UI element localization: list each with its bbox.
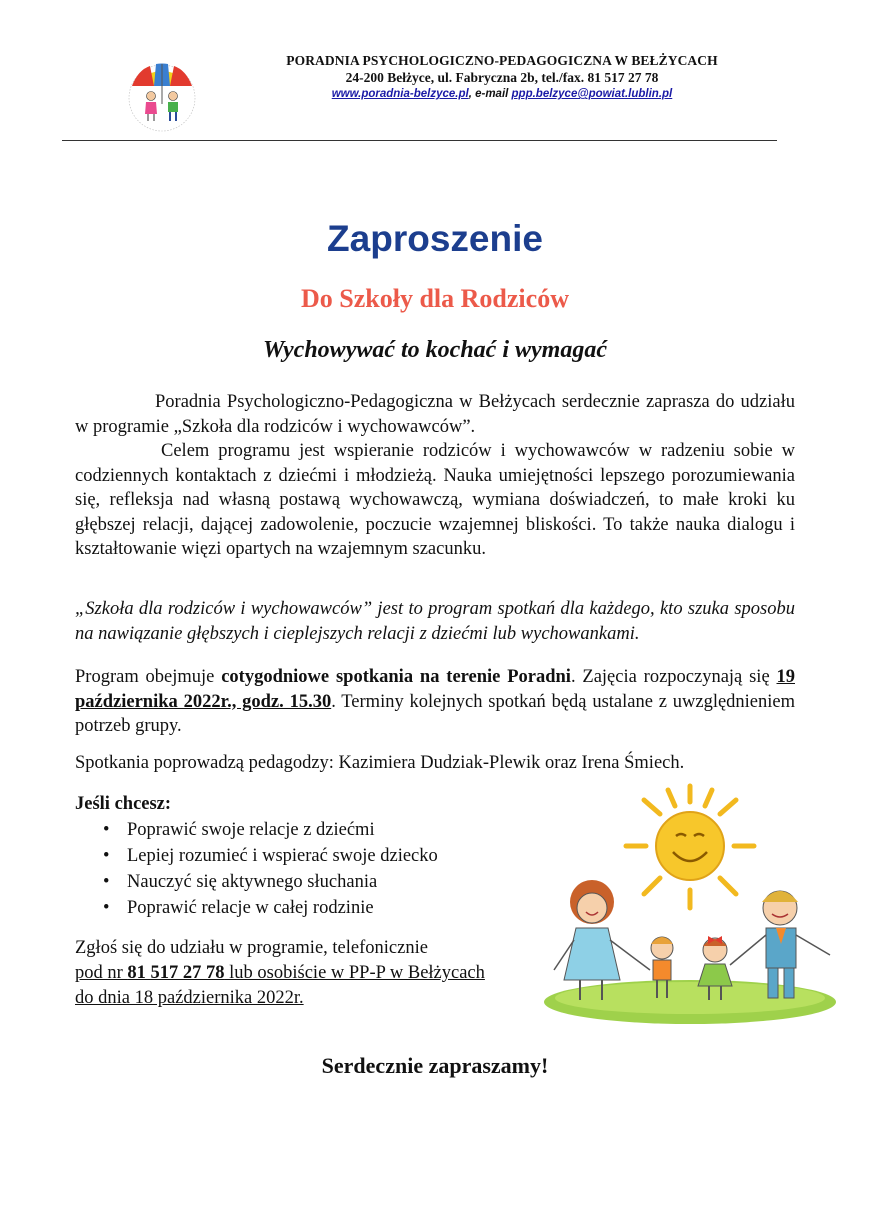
program-quote: „Szkoła dla rodziców i wychowawców” jest to program spotkań dla każdego, kto szuka sposobu na nawiązanie głębszych i cieplejszych relacji z dziećmi lub wychowankami. bbox=[75, 599, 795, 644]
intro-paragraph-2: Celem programu jest wspieranie rodziców i wychowawców w radzeniu sobie w codziennych kontaktach z dziećmi i młodzieżą. Nauka umiejętności lepszego porozumiewania się, refleksja nad własną postawą wychowawczą, wymiana doświadczeń, to małe kroki ku głębszej relacji, dającej zadowolenie, poczucie wzajemnej bliskości. To także nauka dialogu i kształtowanie więzi opartych na wzajemnym szacunku. bbox=[75, 441, 795, 559]
wish-list-heading: Jeśli chcesz: bbox=[75, 794, 172, 814]
sun-family-illustration bbox=[540, 780, 840, 1030]
phone-number: 81 517 27 78 bbox=[127, 963, 225, 983]
start-date: 19 października 2022r., godz. 15.30 bbox=[75, 667, 795, 712]
list-item: • Nauczyć się aktywnego słuchania bbox=[127, 869, 438, 895]
program-details: Program obejmuje cotygodniowe spotkania na terenie Poradni. Zajęcia rozpoczynają się 19 października 2022r., godz. 15.30. Terminy kolejnych spotkań będą ustalane z uwzględnieniem potrzeb grupy. bbox=[75, 667, 796, 736]
wish-list-section bbox=[75, 791, 438, 921]
list-item: • Lepiej rozumieć i wspierać swoje dziecko bbox=[127, 843, 438, 869]
deadline: do dnia 18 października 2022r. bbox=[75, 988, 304, 1008]
intro-paragraph-1: Poradnia Psychologiczno-Pedagogiczna w Bełżycach serdecznie zaprasza do udziału w programie „Szkoła dla rodziców i wychowawców”. bbox=[75, 392, 795, 437]
list-item: • Poprawić swoje relacje z dziećmi bbox=[127, 817, 438, 843]
program-frequency: cotygodniowe spotkania na terenie Poradni bbox=[221, 667, 571, 687]
sun-icon bbox=[626, 786, 754, 908]
list-item: • Poprawić relacje w całej rodzinie bbox=[127, 895, 438, 921]
website-link[interactable]: www.poradnia-belzyce.pl bbox=[331, 88, 469, 100]
email-link[interactable]: ppp.belzyce@powiat.lublin.pl bbox=[511, 88, 673, 100]
signup-text: Zgłoś się do udziału w programie, telefonicznie pod nr 81 517 27 78 lub osobiście w PP-P w Bełżycach do dnia 18 października 2022r. bbox=[75, 936, 485, 1011]
letterhead bbox=[262, 52, 742, 103]
org-address: 24-200 Bełżyce, ul. Fabryczna 2b, tel./fax. 81 517 27 78 bbox=[345, 70, 659, 85]
motto: Wychowywać to kochać i wymagać bbox=[263, 337, 607, 363]
org-name: PORADNIA PSYCHOLOGICZNO-PEDAGOGICZNA W BEŁŻYCACH bbox=[286, 53, 718, 68]
header-divider bbox=[62, 140, 777, 141]
wish-list bbox=[75, 817, 438, 921]
contact-line bbox=[262, 86, 742, 103]
page-subtitle: Do Szkoły dla Rodziców bbox=[301, 284, 569, 313]
closing-line: Serdecznie zapraszamy! bbox=[321, 1053, 549, 1078]
leaders-text: Spotkania poprowadzą pedagodzy: Kazimiera Dudziak-Plewik oraz Irena Śmiech. bbox=[75, 753, 685, 773]
page-title: Zaproszenie bbox=[327, 218, 543, 259]
umbrella-children-logo-icon bbox=[126, 60, 198, 132]
email-label: , e-mail bbox=[468, 88, 512, 100]
intro-text bbox=[75, 390, 795, 562]
